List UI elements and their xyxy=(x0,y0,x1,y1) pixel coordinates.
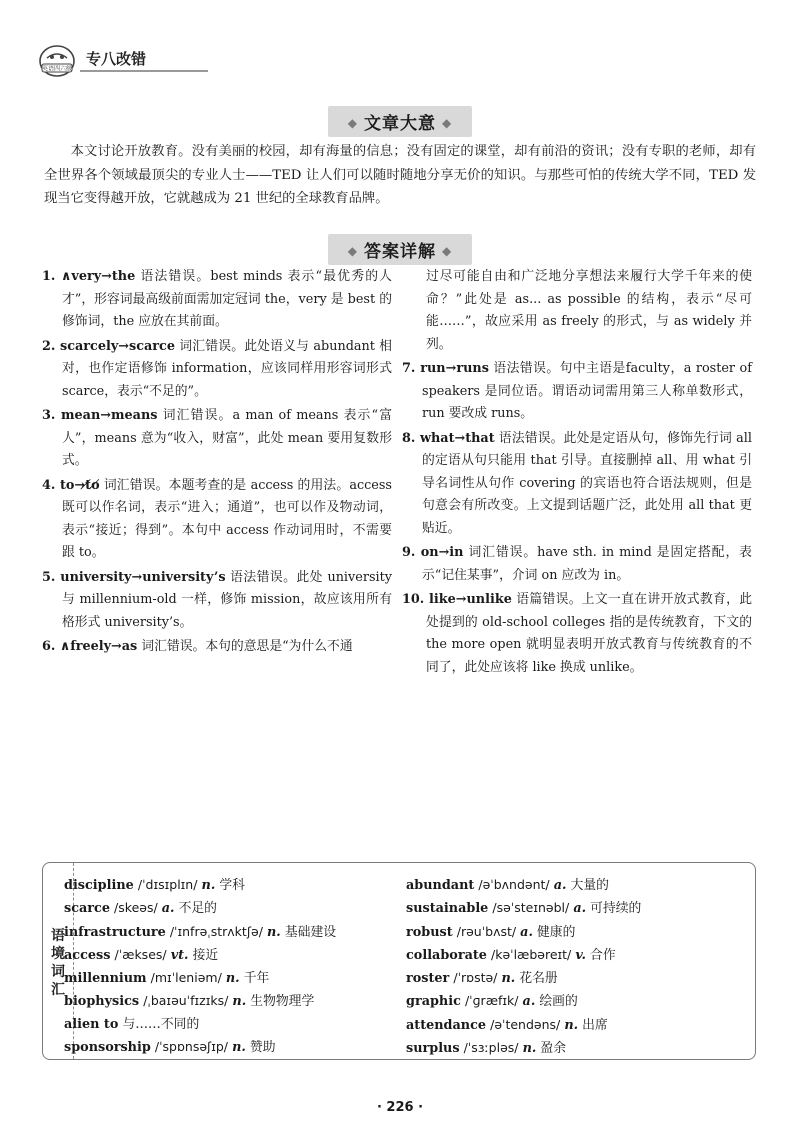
vocab-entry xyxy=(406,967,736,990)
answer-number: 2. xyxy=(42,338,56,354)
page-number: · 226 · xyxy=(376,1100,424,1115)
vocab-word: infrastructure xyxy=(64,924,166,940)
diamond-icon: ◆ xyxy=(442,116,453,130)
vocab-entry xyxy=(406,944,736,967)
answer-explanation: 词汇错误。本题考查的是 access 的用法。access 既可以作名词，表示“进入；通道”，也可以作及物动词，表示“接近；得到”。本句中 access 作动词用时，不需要跟 to。 xyxy=(62,477,392,560)
answer-explanation: 语法错误。句中主语是faculty，a roster of speakers 是同位语。谓语动词需用第三人称单数形式，run 要改成 runs。 xyxy=(422,361,752,421)
vocab-meaning: 与……不同的 xyxy=(122,1016,200,1032)
diamond-icon: ◆ xyxy=(442,244,453,258)
answer-item xyxy=(402,358,752,426)
answer-correction: mean→means xyxy=(60,408,158,423)
answer-explanation: 词汇错误。have sth. in mind 是固定搭配，表示“记住某事”，介词 on 应改为 in。 xyxy=(422,545,752,583)
answer-correction: run→runs xyxy=(420,361,489,376)
vocab-pos: a. xyxy=(573,901,587,917)
answer-number: 3. xyxy=(42,408,56,423)
vocab-meaning: 接近 xyxy=(192,947,219,963)
vocab-ipa: /ˈækses/ xyxy=(114,946,167,962)
answer-explanation: 词汇错误。本句的意思是“为什么不通 xyxy=(141,639,353,654)
answer-item xyxy=(42,636,392,659)
vocab-pos: n. xyxy=(225,971,240,987)
vocab-entry xyxy=(406,1014,736,1037)
answer-explanation: 语法错误。此处是定语从句，修饰先行词 all 的定语从句只能用 that 引导。直接删掉 all、用 what 引导名词性从句作 covering 的宾语也符合语法规则，但是句意会有所改变。上文提到话题广泛，此处用 all that 更贴近。 xyxy=(422,430,752,536)
vocab-ipa: /ˈdɪsɪplɪn/ xyxy=(137,877,198,892)
answer-number: 9. xyxy=(402,545,416,560)
vocab-entry xyxy=(406,921,736,944)
logo-text: 英语四六级 xyxy=(41,65,73,73)
vocab-ipa: /ˈɪnfrəˌstrʌktʃə/ xyxy=(169,923,263,939)
vocab-word: biophysics xyxy=(64,994,140,1010)
answer-item xyxy=(42,475,392,565)
page-header xyxy=(34,30,204,90)
vocab-pos: n. xyxy=(522,1041,537,1057)
answer-continuation: 过尽可能自由和广泛地分享想法来履行大学千年来的使命？”此处是 as... as possible 的结构，表示“尽可能……”，故应采用 as freely 的形式，与 as widely 并列。 xyxy=(426,269,752,352)
vocab-word: graphic xyxy=(406,994,461,1010)
answer-item xyxy=(42,336,392,404)
answer-correction: ∧very→the xyxy=(61,269,136,284)
vocab-word: millennium xyxy=(64,971,147,987)
answer-explanation: 语法错误。此处 university 与 millennium-old 一样，修饰 mission，故应该用所有格形式 university’s。 xyxy=(62,569,392,630)
vocab-entry xyxy=(64,967,394,990)
vocab-pos: a. xyxy=(553,878,567,893)
book-badge-logo xyxy=(38,44,76,78)
answer-explanation: 语法错误。best minds 表示“最优秀的人才”，形容词最高级前面需加定冠词 the，very 是 best 的修饰词，the 应放在其前面。 xyxy=(62,269,392,329)
vocab-word: sustainable xyxy=(406,901,489,917)
vocab-word: surplus xyxy=(406,1041,460,1057)
answers-right-column xyxy=(402,266,752,681)
vocab-pos: a. xyxy=(161,901,175,917)
answer-item xyxy=(402,589,752,679)
diamond-icon: ◆ xyxy=(347,116,358,130)
vocab-meaning: 不足的 xyxy=(178,901,217,917)
vocab-entry xyxy=(64,897,394,920)
answers-title-text: 答案详解 xyxy=(364,242,436,262)
vocab-ipa: /ˈspɒnsəʃɪp/ xyxy=(154,1039,229,1055)
vocab-pos: a. xyxy=(520,924,533,940)
vocab-word: robust xyxy=(406,924,453,940)
summary-section-title xyxy=(0,106,800,137)
vocab-word: abundant xyxy=(406,878,475,893)
vocab-word: collaborate xyxy=(406,947,487,963)
answer-explanation: 词汇错误。a man of means 表示“富人”，means 意为“收入，财富”，此处 mean 要用复数形式。 xyxy=(62,408,392,468)
vocab-pos: n. xyxy=(201,878,216,893)
summary-paragraph: 本文讨论开放教育。没有美丽的校园，却有海量的信息；没有固定的课堂，却有前沿的资讯；没有专职的老师，却有全世界各个领域最顶尖的专业人士——TED 让人们可以随时随地分享无价的知识。与那些可怕的传统大学不同，TED 发现当它变得越开放，它就越成为 21 世纪的全球教育品牌。 xyxy=(44,144,756,206)
vocab-ipa: /rəuˈbʌst/ xyxy=(456,923,517,939)
vocab-word: discipline xyxy=(64,878,134,893)
answer-number: 10. xyxy=(402,592,425,607)
answer-explanation: 词汇错误。此处语义与 abundant 相对，也作定语修饰 information，应该同样用形容词形式 scarce，表示“不足的”。 xyxy=(62,338,392,399)
diamond-icon: ◆ xyxy=(347,244,358,258)
vocab-ipa: /ˈsɜːpləs/ xyxy=(463,1040,519,1056)
vocab-pos: a. xyxy=(522,994,536,1010)
answer-number: 1. xyxy=(42,269,56,284)
summary-title-text: 文章大意 xyxy=(364,114,436,134)
answer-number: 6. xyxy=(42,639,56,654)
vocab-pos: n. xyxy=(564,1017,579,1033)
answer-correction: to→t̸o̸ xyxy=(59,477,100,493)
summary-title-pill xyxy=(328,106,472,137)
answer-number: 7. xyxy=(402,361,416,376)
vocab-entry xyxy=(406,990,736,1013)
vocab-ipa: /ˈɡræfɪk/ xyxy=(464,993,519,1009)
vocab-meaning: 基础建设 xyxy=(284,924,337,940)
vocab-meaning: 花名册 xyxy=(519,971,558,987)
answer-number: 4. xyxy=(42,477,56,493)
answer-correction: university→university’s xyxy=(60,569,226,585)
vocab-meaning: 生物物理学 xyxy=(250,994,315,1010)
vocab-pos: vt. xyxy=(170,947,189,963)
vocab-ipa: /skeəs/ xyxy=(114,900,158,916)
vocab-ipa: /səˈsteɪnəbl/ xyxy=(492,900,570,916)
vocab-meaning: 绘画的 xyxy=(539,994,578,1010)
answer-item xyxy=(42,405,392,473)
vocab-meaning: 千年 xyxy=(243,971,270,987)
answer-item xyxy=(42,266,392,334)
vocab-ipa: /ˌbaɪəuˈfɪzɪks/ xyxy=(143,993,229,1009)
vocab-ipa: /mɪˈleniəm/ xyxy=(150,970,222,986)
vocab-ipa: /ˈrɒstə/ xyxy=(453,970,498,986)
vocab-meaning: 盈余 xyxy=(540,1041,567,1057)
header-title: 专八改错 xyxy=(86,50,147,68)
vocab-entry xyxy=(406,897,736,920)
vocab-word: access xyxy=(64,947,111,963)
vocab-entry xyxy=(406,1037,736,1060)
answer-number: 8. xyxy=(402,430,416,446)
header-rule xyxy=(80,70,208,72)
vocab-pos: v. xyxy=(575,947,586,963)
answers-left-column xyxy=(42,266,392,661)
vocabulary-right-column xyxy=(406,874,736,1060)
vocab-meaning: 可持续的 xyxy=(590,901,642,917)
vocab-ipa: /əˈbʌndənt/ xyxy=(478,877,550,892)
vocab-meaning: 学科 xyxy=(219,878,245,893)
vocabulary-left-column xyxy=(64,874,394,1059)
vocab-word: alien to xyxy=(64,1016,119,1032)
answer-correction: on→in xyxy=(420,545,464,560)
vocab-word: scarce xyxy=(64,901,110,917)
answers-title-pill xyxy=(328,234,472,265)
answer-item xyxy=(402,542,752,587)
vocab-entry xyxy=(64,1036,394,1059)
answer-correction: scarcely→scarce xyxy=(60,338,175,354)
vocab-meaning: 赞助 xyxy=(249,1040,276,1056)
vocab-entry xyxy=(406,874,736,897)
answer-correction: like→unlike xyxy=(429,592,512,607)
vocab-entry xyxy=(64,874,394,897)
vocab-ipa: /kəˈlæbəreɪt/ xyxy=(491,946,572,962)
vocab-word: attendance xyxy=(406,1017,487,1033)
vocab-meaning: 出席 xyxy=(582,1017,608,1033)
vocab-meaning: 健康的 xyxy=(537,924,576,940)
vocab-word: sponsorship xyxy=(64,1040,151,1056)
vocab-pos: n. xyxy=(232,1040,246,1056)
answer-correction: what→that xyxy=(419,430,495,446)
vocab-pos: n. xyxy=(501,971,516,987)
vocab-word: roster xyxy=(406,971,450,987)
vocab-entry xyxy=(64,1014,394,1036)
vocab-meaning: 大量的 xyxy=(570,878,609,893)
vocab-entry xyxy=(64,921,394,944)
vocabulary-label: 语境词汇 xyxy=(51,928,65,998)
answer-correction: ∧freely→as xyxy=(59,639,138,654)
answer-explanation: 语篇错误。上文一直在讲开放式教育，此处提到的 old-school colleges 指的是传统教育，下文的 the more open 就明显表明开放式教育与传统教育的不同了，此处应该将 like 换成 unlike。 xyxy=(426,592,752,675)
vocab-entry xyxy=(64,990,394,1013)
vocab-entry xyxy=(64,944,394,967)
vocab-ipa: /əˈtendəns/ xyxy=(490,1016,561,1032)
answer-number: 5. xyxy=(42,569,56,585)
vocab-pos: n. xyxy=(267,924,281,940)
vocab-pos: n. xyxy=(232,994,247,1010)
vocab-meaning: 合作 xyxy=(590,947,616,963)
answer-item xyxy=(42,567,392,635)
answer-item xyxy=(402,428,752,541)
answers-section-title xyxy=(0,234,800,265)
